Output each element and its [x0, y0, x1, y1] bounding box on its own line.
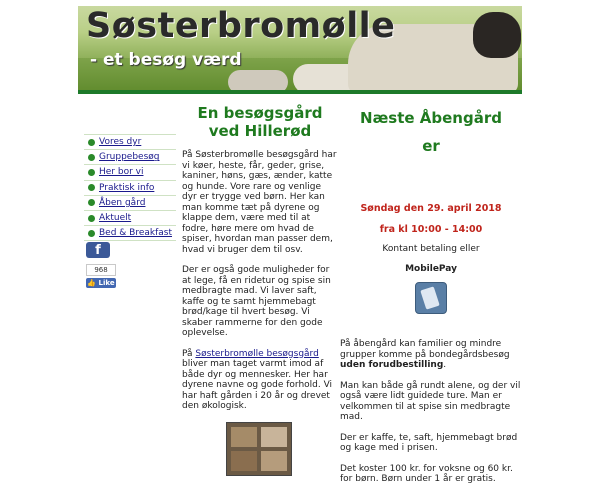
sidebar-item-label: Aktuelt	[99, 213, 132, 224]
open-farm-text	[340, 339, 522, 485]
bullet-icon	[88, 169, 95, 176]
payment-info: Kontant betaling eller	[382, 244, 480, 254]
open-farm-paragraph-4: Det koster 100 kr. for voksne og 60 kr. for børn. Børn under 1 år er gratis.	[340, 463, 513, 484]
open-farm-paragraph-1	[340, 339, 522, 371]
sidebar-nav	[84, 104, 176, 241]
sidebar-item-label: Praktisk info	[99, 182, 155, 193]
bullet-icon	[88, 184, 95, 191]
facebook-icon[interactable]: f	[86, 242, 110, 258]
bullet-icon	[88, 139, 95, 146]
phone-icon	[420, 286, 439, 309]
intro-paragraph-2: Der er også gode muligheder for at lege, få en ridetur og spise sin medbragte mad. Vi laver saft, kaffe og te samt hjemmebagt brød/kage til hvert besøg. Vi skaber rammerne for den gode oplevelse.	[182, 265, 331, 338]
sidebar-item-gruppebesog[interactable]	[84, 150, 176, 165]
site-subtitle: - et besøg værd	[90, 50, 242, 70]
bullet-icon	[88, 215, 95, 222]
photo-tile	[231, 427, 257, 447]
open-farm-heading-line1: Næste Åbengård	[360, 109, 502, 127]
open-farm-column	[340, 104, 522, 495]
open-farm-heading-line2: er	[422, 137, 440, 155]
sidebar-item-label: Bed & Breakfast	[99, 228, 173, 239]
open-farm-p1-bold: uden forudbestilling	[340, 360, 444, 370]
open-farm-p1-end: .	[443, 360, 447, 370]
intro-p3-rest: bliver man taget varmt imod af både dyr og mennesker. Her har dyrene navne og gode forhold. Vi har haft gården i 20 år og drevet den økologisk.	[182, 359, 333, 411]
facebook-like-widget	[86, 264, 116, 290]
sidebar-spacer	[84, 104, 176, 135]
sidebar-item-her-bor-vi[interactable]	[84, 165, 176, 180]
thumbs-up-icon: 👍	[87, 279, 97, 287]
mobilepay-label: MobilePay	[405, 263, 457, 274]
sidebar-item-label: Åben gård	[99, 197, 146, 208]
photo-tile	[231, 451, 257, 471]
intro-column	[182, 104, 338, 476]
event-date: Søndag den 29. april 2018	[360, 203, 502, 214]
photo-tile	[261, 427, 287, 447]
bullet-icon	[88, 199, 95, 206]
site-title: Søsterbromølle	[86, 6, 396, 46]
mobilepay-icon	[415, 282, 447, 314]
like-count: 968	[86, 264, 116, 276]
banner-sheep-head	[473, 12, 521, 58]
sidebar-item-label: Vores dyr	[99, 137, 142, 148]
open-farm-heading	[340, 104, 522, 160]
sidebar-item-aktuelt[interactable]	[84, 211, 176, 226]
intro-p3-prefix: På	[182, 348, 196, 359]
header-banner	[78, 6, 522, 94]
farm-link[interactable]: Søsterbromølle besøgsgård	[195, 348, 319, 359]
intro-paragraph-1: På Søsterbromølle besøgsgård har vi køer, heste, får, geder, grise, kaniner, høns, gæs, ænder, katte og hunde. Vore rare og venlige dyr er trygge ved børn. Her kan man komme tæt på dyrene og klappe dem, være med til at fodre, høre mere om hvad de spiser, hvordan man passer dem, hvad vi bruger dem til osv.	[182, 150, 337, 255]
intro-paragraph-3	[182, 349, 338, 412]
open-farm-paragraph-2: Man kan både gå rundt alene, og der vil også være lidt guidede ture. Man er velkommen til at spise sin medbragte mad.	[340, 380, 521, 422]
event-time: fra kl 10:00 - 14:00	[379, 223, 483, 235]
sidebar-item-label: Gruppebesøg	[99, 152, 160, 163]
photo-tile	[261, 451, 287, 471]
sidebar-item-aben-gard[interactable]	[84, 196, 176, 211]
sidebar-item-bed-breakfast[interactable]	[84, 226, 176, 241]
open-farm-paragraph-3: Der er kaffe, te, saft, hjemmebagt brød og kage med i prisen.	[340, 432, 518, 453]
sidebar-item-label: Her bor vi	[99, 167, 144, 178]
intro-heading: En besøgsgård ved Hillerød	[197, 104, 323, 140]
bullet-icon	[88, 154, 95, 161]
banner-divider	[78, 90, 522, 94]
like-label: Like	[98, 279, 115, 287]
like-button[interactable]	[86, 278, 116, 288]
open-farm-p1-text: På åbengård kan familier og mindre grupper komme på bondegårdsbesøg	[340, 339, 510, 360]
farm-photo-collage	[226, 422, 292, 476]
sidebar-item-praktisk-info[interactable]	[84, 181, 176, 196]
sidebar-item-vores-dyr[interactable]	[84, 135, 176, 150]
bullet-icon	[88, 230, 95, 237]
